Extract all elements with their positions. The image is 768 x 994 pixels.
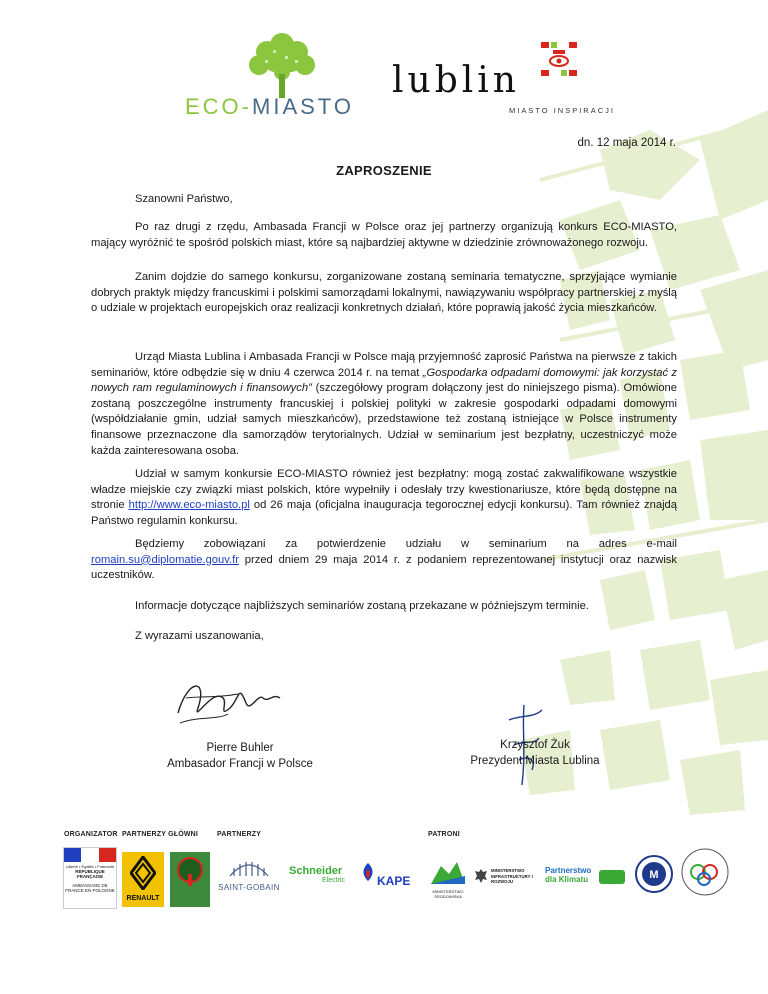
letter-title: ZAPROSZENIE [336,163,432,178]
signatory-right-name: Krzysztof Żuk [500,739,570,751]
signatory-left [150,740,330,772]
paragraph-3-after: (szczegółowy program dołączony jest do niniejszego pisma). Omówione zostaną poszczególne instrumenty francuskiej i polskiej polityki w zakresie gospodarki odpadami domowymi (współdziałanie gmin, udział samych mieszkańców), przedstawione też zostaną istniejące w Polsce instrumenty finansowe przeznaczone dla samorządów terytorialnych. Udział w seminarium jest bezpłatny, uczestniczyć może każda zainteresowana osoba. [91,382,678,457]
paragraph-3 [91,350,677,459]
eco-logo-text-right: MIASTO [252,94,354,119]
republique-text: RÉPUBLIQUE FRANÇAISE [75,869,105,879]
saint-gobain-arch-icon [226,858,272,878]
ambassade-text: AMBASSADE DE FRANCE EN POLOGNE [65,883,115,893]
ministerstwo-infrastruktury-text: MINISTERSTWO INFRASTRUKTURY I ROZWOJU [491,868,533,884]
green-badge [599,870,625,884]
logo-ambassade [63,847,117,909]
tree-icon [237,30,327,100]
paragraph-5 [91,537,677,584]
eco-miasto-logo [185,30,380,120]
ministerstwo-srodowiska-text: MINISTERSTWO ŚRODOWISKA [432,889,464,899]
label-partners: PARTNERZY [217,831,262,838]
logo-saint-gobain [216,858,282,898]
polish-eagle-icon [474,868,488,884]
kape-text: KAPE [377,874,411,888]
paragraph-1: Po raz drugi z rzędu, Ambasada Francji w Polsce oraz jej partnerzy organizują konkurs ECO-MIASTO, mający wyróżnić te spośród polskich miast, które są najbardziej aktywne w dziedzinie zrównoważonego rozwoju. [91,221,677,249]
email-link[interactable]: romain.su@diplomatie.gouv.fr [91,553,239,566]
paragraph-4 [91,467,677,529]
lublin-emblem-icon [539,40,579,78]
paragraph-3-before: Urząd Miasta Lublina i Ambasada Francji w Polsce mają przyjemność zaprosić Państwa na pierwsze z takich seminariów, które odbędzie się w dniu 4 czerwca 2014 r. na temat [91,351,677,379]
label-patrons: PATRONI [428,831,460,838]
lublin-logo-text: lublin [392,60,520,101]
closing: Z wyrazami uszanowania, [135,630,264,642]
letter-date: dn. 12 maja 2014 r. [577,137,676,149]
label-main-partners: PARTNERZY GŁÓWNI [122,831,199,838]
zwiazek-seal-icon [680,846,730,898]
dla-klimatu-text: dla Klimatu [545,875,589,884]
logo-zwiazek-miast [680,846,730,898]
partnerstwo-text: Partnerstwo [545,866,592,875]
signature-left [168,668,288,738]
logo-ministerstwo-srodowiska [428,856,468,908]
logo-renault [122,852,164,907]
kape-flame-icon [359,862,377,882]
renault-text: RENAULT [126,895,160,902]
renault-diamond-icon [130,856,156,890]
lublin-logo [392,38,617,118]
paragraph-6: Informacje dotyczące najbliższych seminariów zostaną przekazane w późniejszym terminie. [135,600,589,612]
website-link[interactable]: http://www.eco-miasto.pl [128,499,250,512]
paragraph-4-after: od 26 maja (oficjalna inauguracja tegorocznej edycji konkursu). Tam również znajdą Państwo regulamin konkursu. [91,499,678,527]
eco-logo-text-left: ECO- [185,94,252,119]
tree-emblem-icon [170,852,210,892]
paragraph-5-after: przed dniem 29 maja 2014 r. z podaniem reprezentowanej instytucji oraz nazwisk uczestników. [91,553,677,582]
saint-gobain-text: SAINT-GOBAIN [218,883,280,892]
logo-fundusz [170,852,210,907]
signatory-left-name: Pierre Buhler [206,742,274,754]
paragraph-4-before: Udział w samym konkursie ECO-MIASTO również jest bezpłatny: mogą zostać zakwalifikowane wszystkie władze miejskie czy związki miast polskich, które wypełniły i odesłały trzy kwestionariusze, które będą dostępne na stronie [91,468,677,512]
paragraph-5-before: Będziemy zobowiązani za potwierdzenie udziału w seminarium na adres e-mail [135,538,677,550]
signatory-right-role: Prezydent Miasta Lublina [470,755,600,767]
mountain-icon [431,856,465,884]
ambassade-motto: Liberté • Égalité • Fraternité [65,864,115,869]
schneider-text: Schneider [289,865,343,877]
seminar-topic: „Gospodarka odpadami domowymi: jak korzystać z nowych ram regulaminowych i finansowych” [91,366,677,395]
logo-partnerstwo-dla-klimatu [545,866,627,896]
circular-seal-icon [634,854,674,894]
signatory-left-role: Ambasador Francji w Polsce [167,758,313,770]
greeting: Szanowni Państwo, [135,193,233,205]
schneider-sub-text: Electric [322,877,345,884]
svg-text:M: M [649,869,659,881]
logo-kape [357,862,417,896]
label-organizer: ORGANIZATOR [64,831,118,838]
lublin-tagline: MIASTO INSPIRACJI [509,106,615,115]
signatory-right [440,737,630,769]
logo-seal-1 [634,854,674,894]
paragraph-2: Zanim dojdzie do samego konkursu, zorganizowane zostaną seminaria tematyczne, sprzyjające wymianie dobrych praktyk między francuskimi i polskimi samorządami lokalnymi, nawiązywaniu współpracy partnerskiej z myślą o udziale w projektach europejskich oraz realizacji konkretnych działań, które poprawią jakość życia mieszkańców. [91,271,677,315]
logo-ministerstwo-infrastruktury [474,866,536,896]
logo-schneider [289,866,351,894]
